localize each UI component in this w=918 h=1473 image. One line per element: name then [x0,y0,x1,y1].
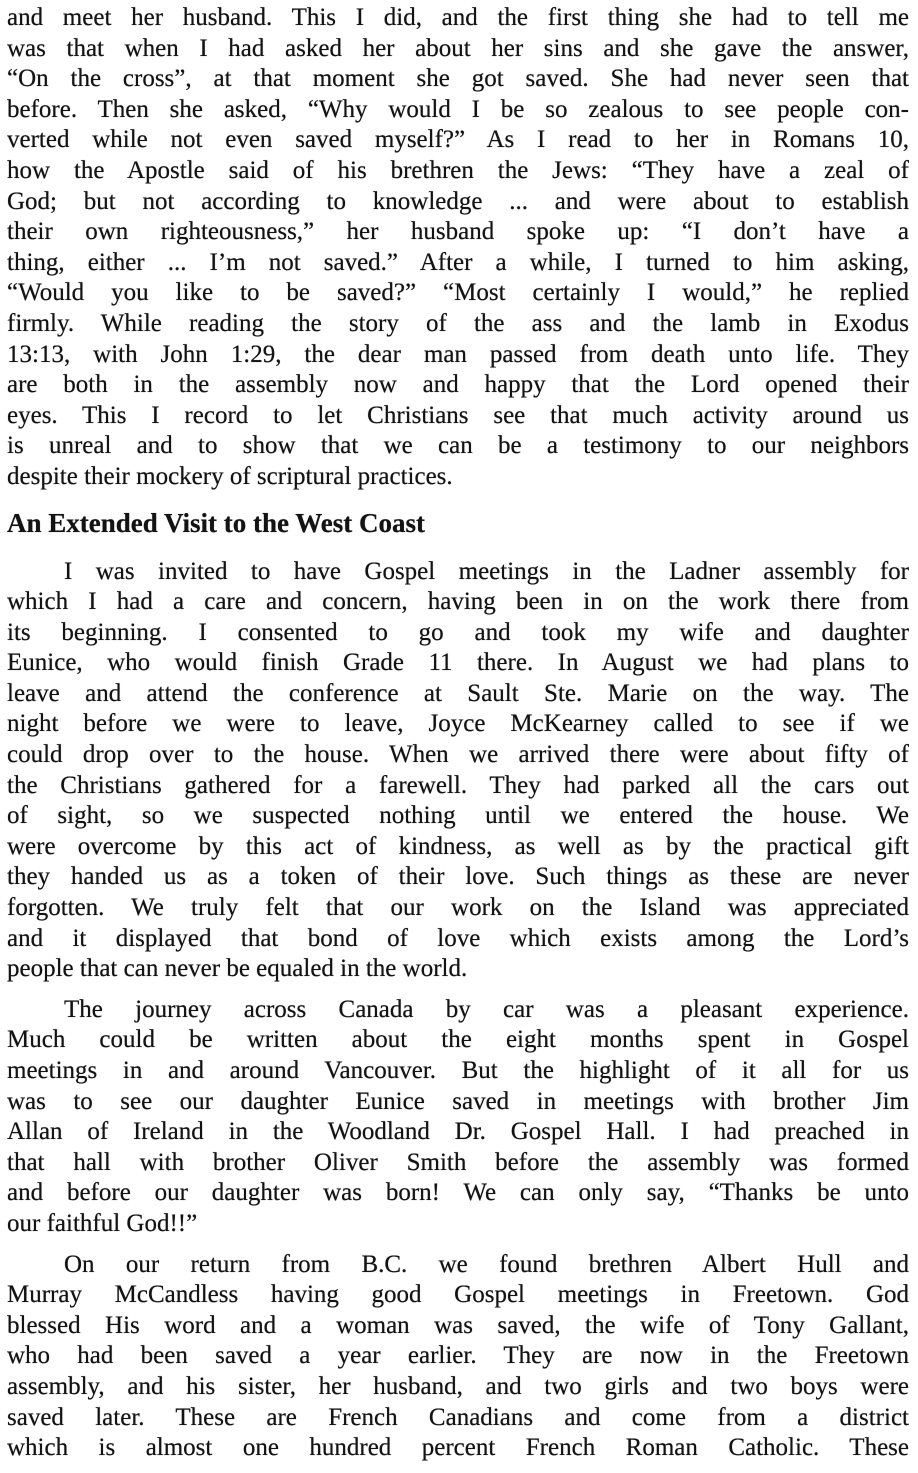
text-line: the Christians gathered for a farewell. They had parked all the cars out [7,771,909,799]
text-line: was that when I had asked her about her sins and she gave the answer, [7,34,909,62]
text-line: meetings in and around Vancouver. But the highlight of it all for us [7,1057,909,1084]
text-line: saved later. These are French Canadians and come from a district [7,1403,909,1431]
text-line: Eunice, who would finish Grade 11 there. In August we had plans to [7,649,909,677]
text-line: its beginning. I consented to go and took my wife and daughter [7,618,909,646]
text-line: which I had a care and concern, having been in on the work there from [7,588,909,616]
text-line: 13:13, with John 1:29, the dear man passed from death unto life. They [7,340,909,368]
text-line: assembly, and his sister, her husband, and two girls and two boys were [7,1372,909,1400]
text-line: blessed His word and a woman was saved, the wife of Tony Gallant, [7,1311,909,1339]
text-line: of sight, so we suspected nothing until we entered the house. We [7,802,909,830]
text-line: verted while not even saved myself?” As I read to her in Romans 10, [7,126,909,154]
text-line: they handed us as a token of their love. Such things as these are never [7,863,909,891]
text-line: our faithful God!!” [7,1209,198,1237]
text-line: The journey across Canada by car was a pleasant experience. [64,995,909,1023]
text-line: people that can never be equaled in the world. [7,955,468,983]
text-line: despite their mockery of scriptural practices. [7,462,453,490]
text-line: “Would you like to be saved?” “Most certainly I would,” he replied [7,279,909,307]
text-line: eyes. This I record to let Christians see that much activity around us [7,401,909,429]
paragraph [7,557,909,985]
text-line: before. Then she asked, “Why would I be so zealous to see people con- [7,95,909,123]
text-line: that hall with brother Oliver Smith before the assembly was formed [7,1148,909,1176]
text-line: I was invited to have Gospel meetings in the Ladner assembly for [64,557,909,585]
text-line: firmly. While reading the story of the ass and the lamb in Exodus [7,309,909,337]
text-line: which is almost one hundred percent French Roman Catholic. These [7,1434,909,1462]
paragraph [7,3,909,493]
text-line: and meet her husband. This I did, and the first thing she had to tell me [7,4,909,31]
text-line: Allan of Ireland in the Woodland Dr. Gospel Hall. I had preached in [7,1118,909,1146]
paragraph [7,1250,909,1464]
section-heading: An Extended Visit to the West Coast [7,507,426,538]
text-line: could drop over to the house. When we arrived there were about fifty of [7,741,909,769]
text-line: are both in the assembly now and happy that the Lord opened their [7,371,909,399]
text-line: how the Apostle said of his brethren the Jews: “They have a zeal of [7,156,909,184]
text-line: night before we were to leave, Joyce McKearney called to see if we [7,710,909,738]
text-line: thing, either ... I’m not saved.” After a while, I turned to him asking, [7,248,909,276]
text-line: “On the cross”, at that moment she got saved. She had never seen that [7,65,909,93]
text-line: On our return from B.C. we found brethren Albert Hull and [64,1250,909,1278]
text-line: forgotten. We truly felt that our work on the Island was appreciated [7,894,909,922]
text-line: Murray McCandless having good Gospel meetings in Freetown. God [7,1281,909,1309]
text-line: is unreal and to show that we can be a testimony to our neighbors [7,432,909,460]
text-line: God; but not according to knowledge ... and were about to establish [7,187,909,215]
text-line: was to see our daughter Eunice saved in meetings with brother Jim [7,1087,909,1115]
paragraph [7,995,909,1240]
text-line: leave and attend the conference at Sault Ste. Marie on the way. The [7,679,909,707]
text-line: Much could be written about the eight months spent in Gospel [7,1026,909,1054]
text-line: and before our daughter was born! We can only say, “Thanks be unto [7,1179,909,1207]
text-line: their own righteousness,” her husband spoke up: “I don’t have a [7,218,909,246]
text-line: and it displayed that bond of love which exists among the Lord’s [7,924,909,952]
text-line: who had been saved a year earlier. They are now in the Freetown [7,1342,909,1370]
text-line: were overcome by this act of kindness, as well as by the practical gift [7,832,909,860]
